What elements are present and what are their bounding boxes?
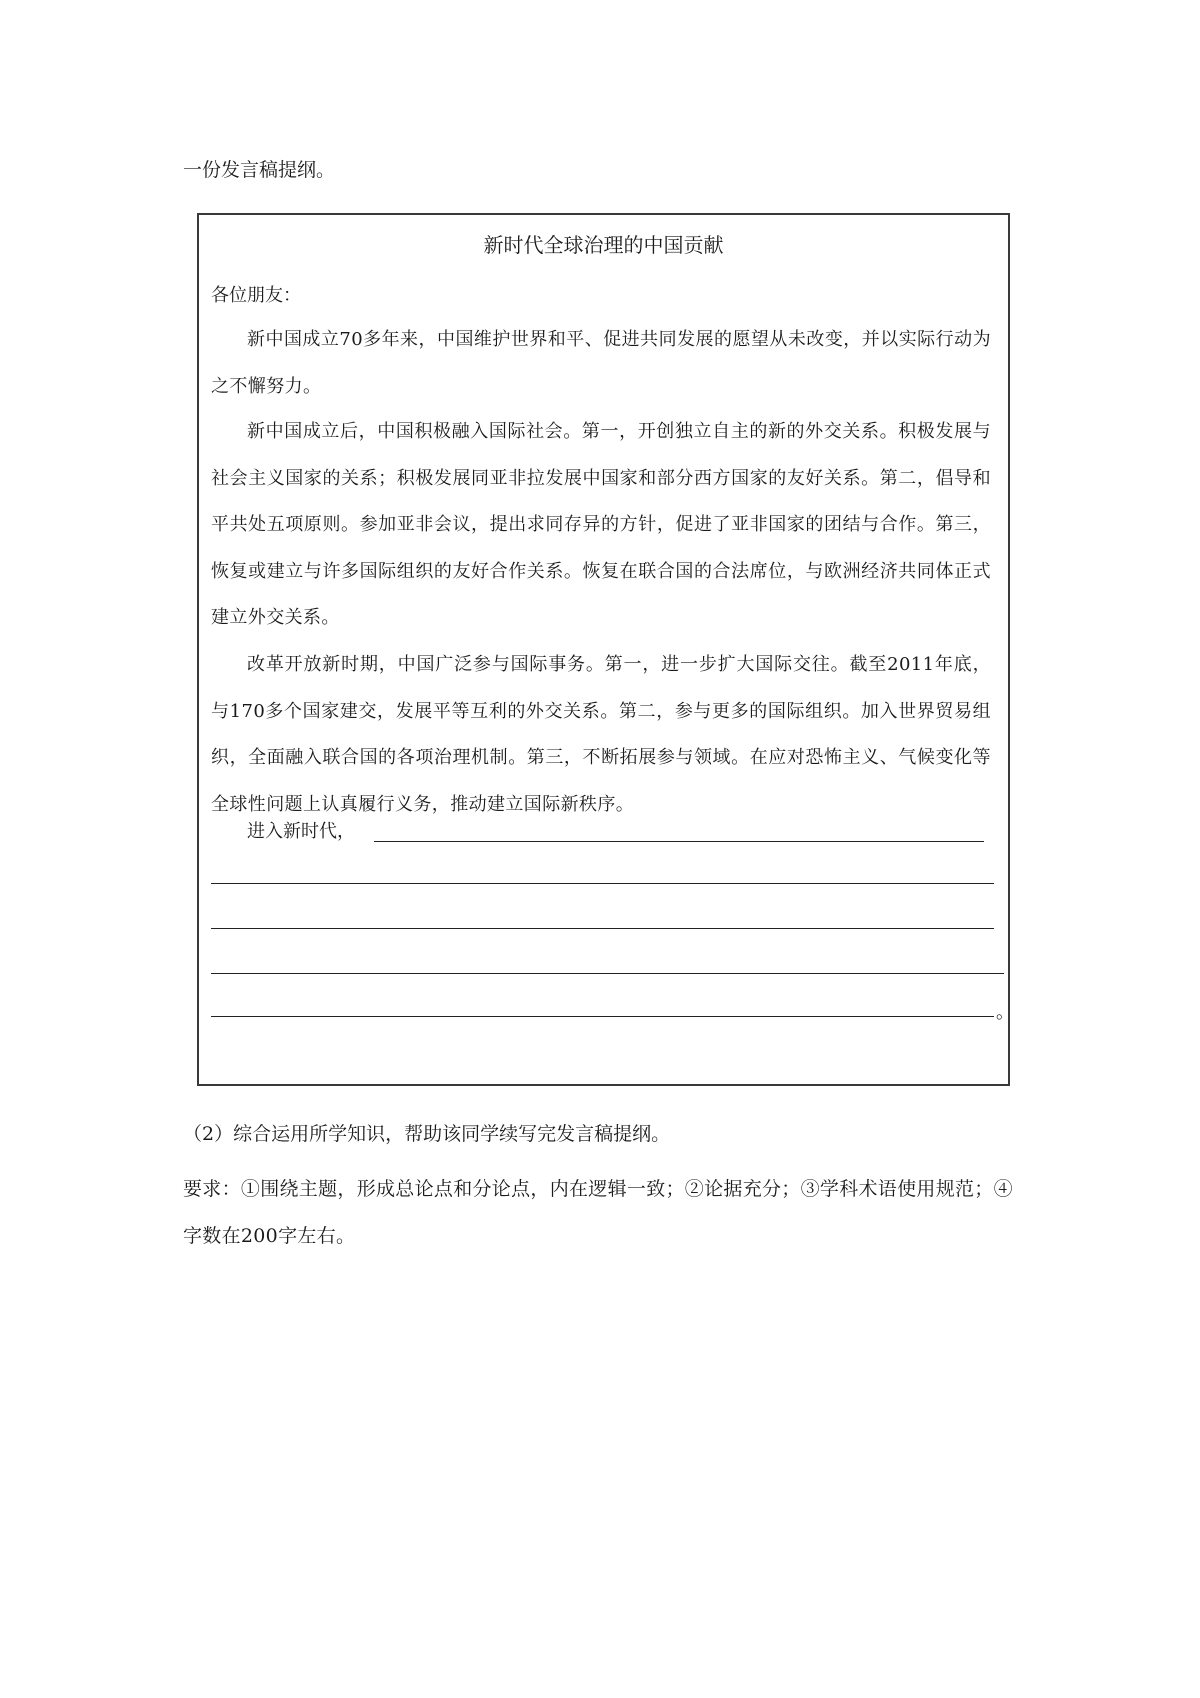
speech-outline-box — [197, 213, 1014, 1086]
speech-paragraph: 新中国成立70多年来，中国维护世界和平、促进共同发展的愿望从未改变，并以实际行动为之不懈努力。 — [211, 329, 991, 397]
speech-title: 新时代全球治理的中国贡献 — [483, 233, 724, 257]
requirement-text: 要求：①围绕主题，形成总论点和分论点，内在逻辑一致；②论据充分；③学科术语使用规范；④字数在200字左右。 — [183, 1178, 1013, 1247]
speech-paragraph: 改革开放新时期，中国广泛参与国际事务。第一，进一步扩大国际交往。截至2011年底，与170多个国家建交，发展平等互利的外交关系。第二，参与更多的国际组织。加入世界贸易组织，全面融入联合国的各项治理机制。第三，不断拓展参与领域。在应对恐怖主义、气候变化等全球性问题上认真履行义务，推动建立国际新秩序。 — [211, 654, 991, 815]
speech-greeting: 各位朋友： — [211, 285, 301, 306]
speech-paragraph: 新中国成立后，中国积极融入国际社会。第一，开创独立自主的新的外交关系。积极发展与社会主义国家的关系；积极发展同亚非拉发展中国家和部分西方国家的友好关系。第二，倡导和平共处五项原则。参加亚非会议，提出求同存异的方针，促进了亚非国家的团结与合作。第三，恢复或建立与许多国际组织的友好合作关系。恢复在联合国的合法席位，与欧洲经济共同体正式建立外交关系。 — [211, 421, 991, 628]
question-text: （2）综合运用所学知识，帮助该同学续写完发言稿提纲。 — [183, 1123, 671, 1145]
end-period: 。 — [996, 1002, 1014, 1023]
answer-blank-line[interactable] — [211, 883, 994, 884]
answer-blank-line[interactable] — [211, 1016, 994, 1017]
intro-text: 一份发言稿提纲。 — [183, 159, 336, 181]
answer-blank-line[interactable] — [374, 841, 984, 842]
answer-blank-line[interactable] — [211, 973, 1004, 974]
answer-blank-line[interactable] — [211, 928, 994, 929]
fill-prompt: 进入新时代， — [247, 821, 355, 842]
